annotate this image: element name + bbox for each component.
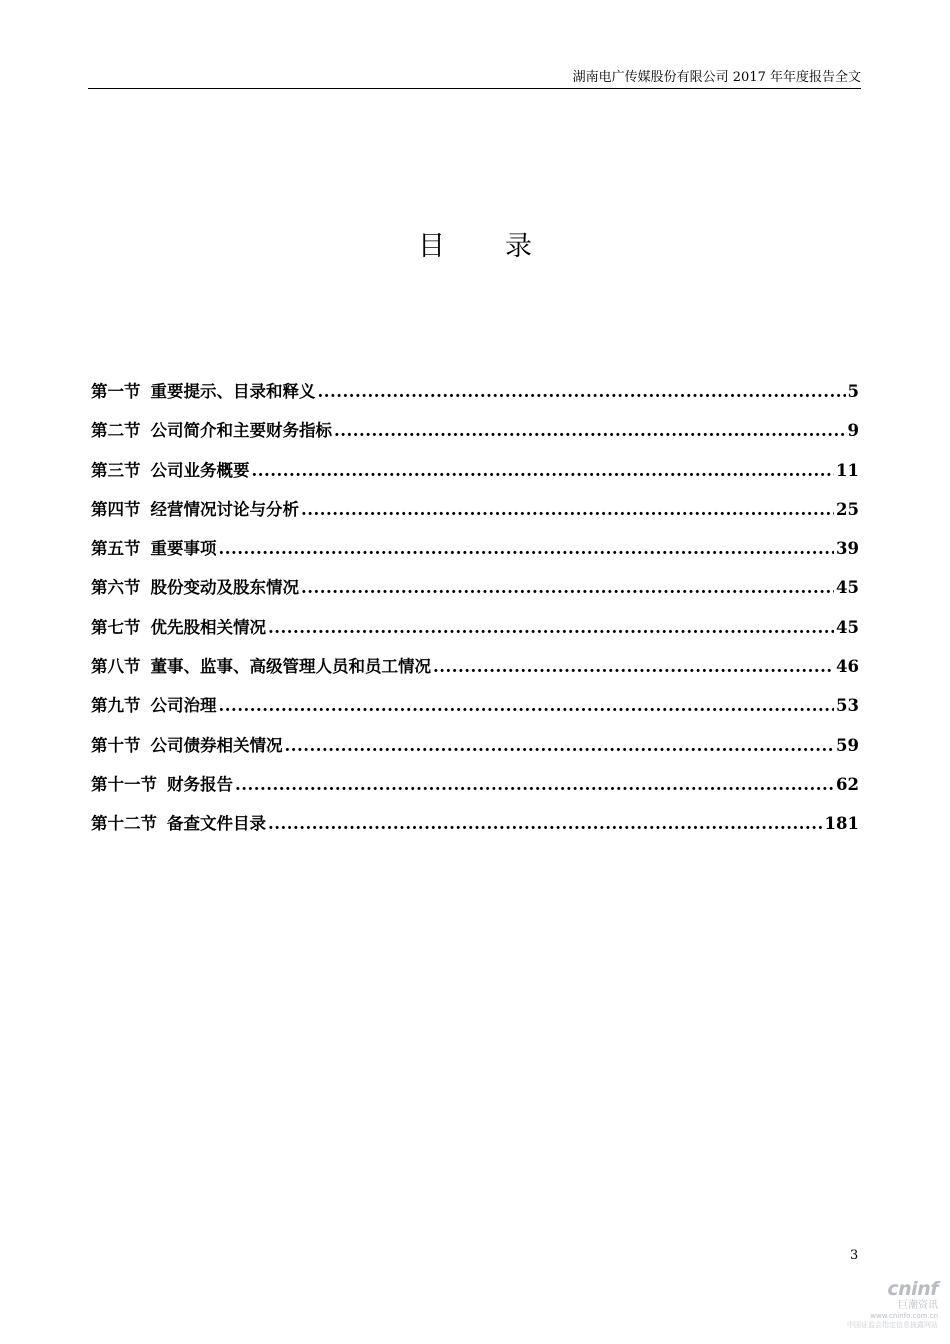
table-of-contents xyxy=(91,378,859,850)
toc-page: 9 xyxy=(847,421,859,441)
toc-entry[interactable] xyxy=(91,810,859,849)
header-title: 湖南电广传媒股份有限公司 2017 年年度报告全文 xyxy=(572,70,861,85)
toc-entry[interactable] xyxy=(91,732,859,771)
toc-page: 25 xyxy=(836,499,859,519)
toc-entry[interactable] xyxy=(91,771,859,810)
toc-entry[interactable] xyxy=(91,496,859,535)
toc-entry[interactable] xyxy=(91,457,859,496)
cninfo-watermark xyxy=(838,1278,938,1338)
toc-heading-left: 目 xyxy=(418,231,445,262)
page-number: 3 xyxy=(850,1248,859,1263)
toc-leader xyxy=(235,775,834,794)
toc-title: 财务报告 xyxy=(167,774,233,794)
toc-page: 181 xyxy=(824,814,859,834)
toc-page: 46 xyxy=(836,657,859,677)
toc-title: 备查文件目录 xyxy=(167,814,266,834)
toc-entry[interactable] xyxy=(91,417,859,456)
toc-page: 45 xyxy=(836,617,859,637)
toc-page: 5 xyxy=(847,382,859,401)
toc-section: 第八节 xyxy=(91,657,141,677)
toc-title: 公司简介和主要财务指标 xyxy=(150,421,332,441)
toc-title: 优先股相关情况 xyxy=(150,617,266,637)
toc-section: 第十二节 xyxy=(91,814,157,834)
toc-section: 第七节 xyxy=(91,617,141,637)
toc-section: 第六节 xyxy=(91,578,141,598)
toc-leader xyxy=(318,382,846,401)
toc-section: 第十节 xyxy=(91,735,141,755)
toc-entry[interactable] xyxy=(91,535,859,574)
cninfo-logo-icon: cninf xyxy=(887,1278,938,1300)
toc-leader xyxy=(334,421,846,440)
toc-entry[interactable] xyxy=(91,653,859,692)
toc-heading xyxy=(0,224,950,263)
toc-leader xyxy=(301,500,834,519)
toc-section: 第一节 xyxy=(91,382,141,401)
toc-section: 第三节 xyxy=(91,460,141,480)
toc-page: 45 xyxy=(836,578,859,598)
watermark-name: 巨潮资讯 xyxy=(898,1300,938,1311)
toc-section: 第九节 xyxy=(91,696,141,716)
toc-page: 11 xyxy=(836,460,859,480)
toc-title: 股份变动及股东情况 xyxy=(150,578,299,598)
toc-title: 重要事项 xyxy=(150,539,217,559)
toc-page: 62 xyxy=(836,774,859,794)
toc-leader xyxy=(301,578,834,597)
toc-title: 公司治理 xyxy=(150,696,217,716)
toc-section: 第五节 xyxy=(91,539,141,559)
toc-section: 第四节 xyxy=(91,499,141,519)
toc-title: 公司业务概要 xyxy=(150,460,250,480)
toc-entry[interactable] xyxy=(91,614,859,653)
watermark-url: www.cninfo.com.cn xyxy=(870,1312,938,1320)
toc-title: 经营情况讨论与分析 xyxy=(150,499,299,519)
toc-entry[interactable] xyxy=(91,692,859,731)
toc-page: 39 xyxy=(836,539,859,559)
toc-section: 第二节 xyxy=(91,421,141,441)
toc-leader xyxy=(219,696,835,715)
toc-page: 59 xyxy=(836,735,859,755)
toc-leader xyxy=(268,814,823,833)
page-header xyxy=(88,62,861,89)
toc-entry[interactable] xyxy=(91,378,859,417)
toc-title: 董事、监事、高级管理人员和员工情况 xyxy=(150,657,431,677)
toc-title: 重要提示、目录和释义 xyxy=(150,382,316,401)
toc-leader xyxy=(219,539,835,558)
toc-section: 第十一节 xyxy=(91,774,157,794)
toc-leader xyxy=(285,736,835,755)
toc-title: 公司债券相关情况 xyxy=(150,735,283,755)
toc-heading-right: 录 xyxy=(505,231,532,262)
toc-leader xyxy=(252,461,835,480)
toc-entry[interactable] xyxy=(91,574,859,613)
toc-page: 53 xyxy=(836,696,859,716)
toc-leader xyxy=(433,657,834,676)
watermark-tagline: 中国证监会指定信息披露网站 xyxy=(847,1321,938,1329)
toc-leader xyxy=(268,618,834,637)
